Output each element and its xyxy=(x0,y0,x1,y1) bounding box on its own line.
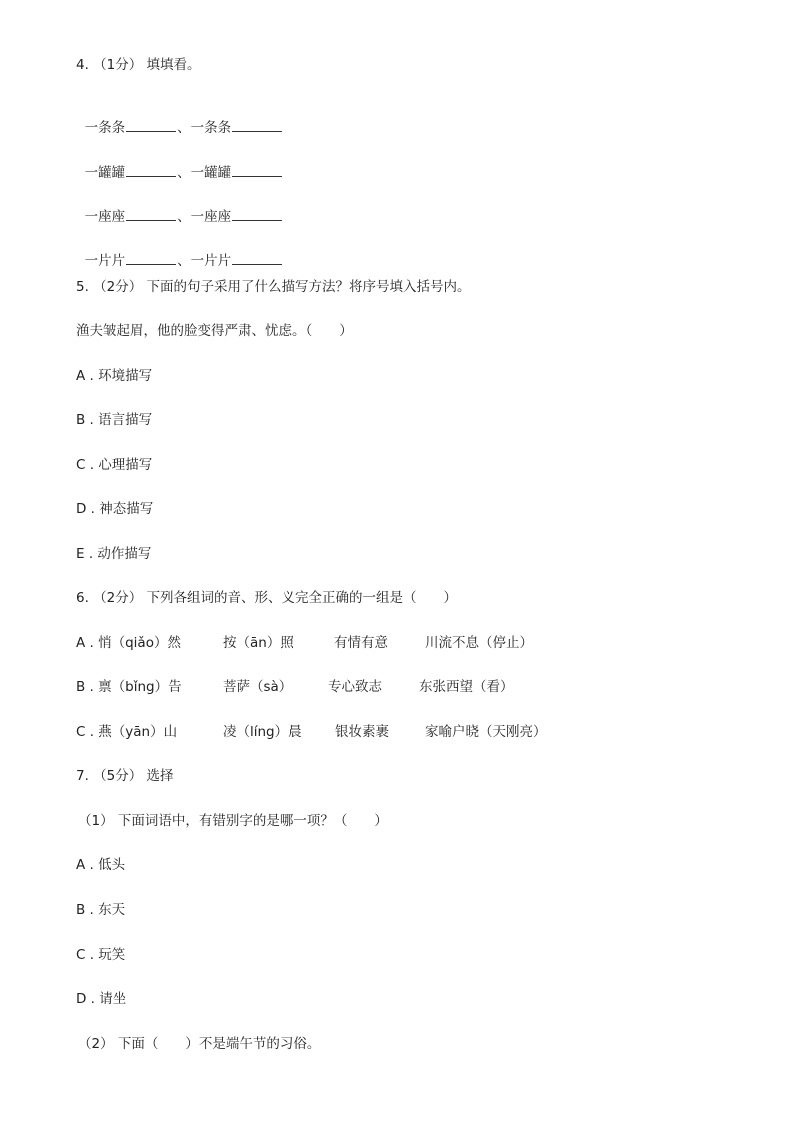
q6-option-a-c2: 按（ān）照 xyxy=(223,635,294,651)
answer-blank[interactable] xyxy=(126,163,176,177)
answer-blank[interactable] xyxy=(126,118,176,132)
q4-row-2-a: 一罐罐 xyxy=(84,165,126,181)
q5-option-e[interactable]: E . 动作描写 xyxy=(76,546,152,562)
answer-blank[interactable] xyxy=(126,251,176,265)
q6-option-c-label: C . 燕（yān）山 xyxy=(76,724,178,740)
q4-row-1-sep: 、 xyxy=(177,120,191,136)
answer-blank[interactable] xyxy=(232,163,282,177)
q6-option-b-c3: 专心致志 xyxy=(328,679,382,695)
q6-option-b-label: B . 禀（bǐng）告 xyxy=(76,679,182,695)
q4-row-4-a: 一片片 xyxy=(84,253,126,269)
q7-sub1: （1） 下面词语中，有错别字的是哪一项？（ ） xyxy=(78,813,388,829)
q4-title: 4. （1分） 填填看。 xyxy=(76,57,201,73)
q4-row-3-a: 一座座 xyxy=(84,209,126,225)
q4-row-2 xyxy=(76,145,283,181)
q7-sub1-option-c[interactable]: C . 玩笑 xyxy=(76,947,126,963)
answer-blank[interactable] xyxy=(126,207,176,221)
q4-row-4 xyxy=(76,233,283,269)
q6-option-b-c2: 菩萨（sà） xyxy=(223,679,293,695)
q7-sub1-option-d[interactable]: D . 请坐 xyxy=(76,991,127,1007)
q6-option-c-c2: 凌（líng）晨 xyxy=(223,724,302,740)
q4-row-2-b: 一罐罐 xyxy=(190,165,232,181)
q5-title: 5. （2分） 下面的句子采用了什么描写方法？将序号填入括号内。 xyxy=(76,279,471,295)
q6-option-a-c3: 有情有意 xyxy=(334,635,388,651)
answer-blank[interactable] xyxy=(232,118,282,132)
q7-sub1-option-b[interactable]: B . 东天 xyxy=(76,902,126,918)
q6-option-b[interactable] xyxy=(76,678,716,696)
q6-title: 6. （2分） 下列各组词的音、形、义完全正确的一组是（ ） xyxy=(76,590,458,606)
q4-row-3-sep: 、 xyxy=(177,209,191,225)
q6-option-b-c4: 东张西望（看） xyxy=(419,679,514,695)
q5-sentence: 渔夫皱起眉，他的脸变得严肃、忧虑。（ ） xyxy=(76,323,353,339)
q4-row-1-a: 一条条 xyxy=(84,120,126,136)
q5-option-c[interactable]: C . 心理描写 xyxy=(76,457,153,473)
q4-row-3 xyxy=(76,189,283,225)
q6-option-a-c4: 川流不息（停止） xyxy=(425,635,533,651)
answer-blank[interactable] xyxy=(232,207,282,221)
q7-sub1-option-a[interactable]: A . 低头 xyxy=(76,857,126,873)
q7-title: 7. （5分） 选择 xyxy=(76,768,174,784)
q5-option-a[interactable]: A . 环境描写 xyxy=(76,368,153,384)
q6-option-c[interactable] xyxy=(76,723,716,741)
q7-sub2: （2） 下面（ ）不是端午节的习俗。 xyxy=(78,1036,321,1052)
q4-row-3-b: 一座座 xyxy=(190,209,232,225)
q6-option-c-c3: 银妆素裹 xyxy=(335,724,389,740)
q4-row-1-b: 一条条 xyxy=(190,120,232,136)
q6-option-c-c4: 家喻户晓（天刚亮） xyxy=(425,724,547,740)
q5-option-d[interactable]: D . 神态描写 xyxy=(76,501,154,517)
q4-row-4-sep: 、 xyxy=(177,253,191,269)
answer-blank[interactable] xyxy=(232,251,282,265)
q4-row-4-b: 一片片 xyxy=(190,253,232,269)
q6-option-a[interactable] xyxy=(76,634,716,652)
q5-option-b[interactable]: B . 语言描写 xyxy=(76,412,153,428)
q6-option-a-label: A . 悄（qiǎo）然 xyxy=(76,635,181,651)
q4-row-2-sep: 、 xyxy=(177,165,191,181)
q4-row-1 xyxy=(76,100,283,136)
